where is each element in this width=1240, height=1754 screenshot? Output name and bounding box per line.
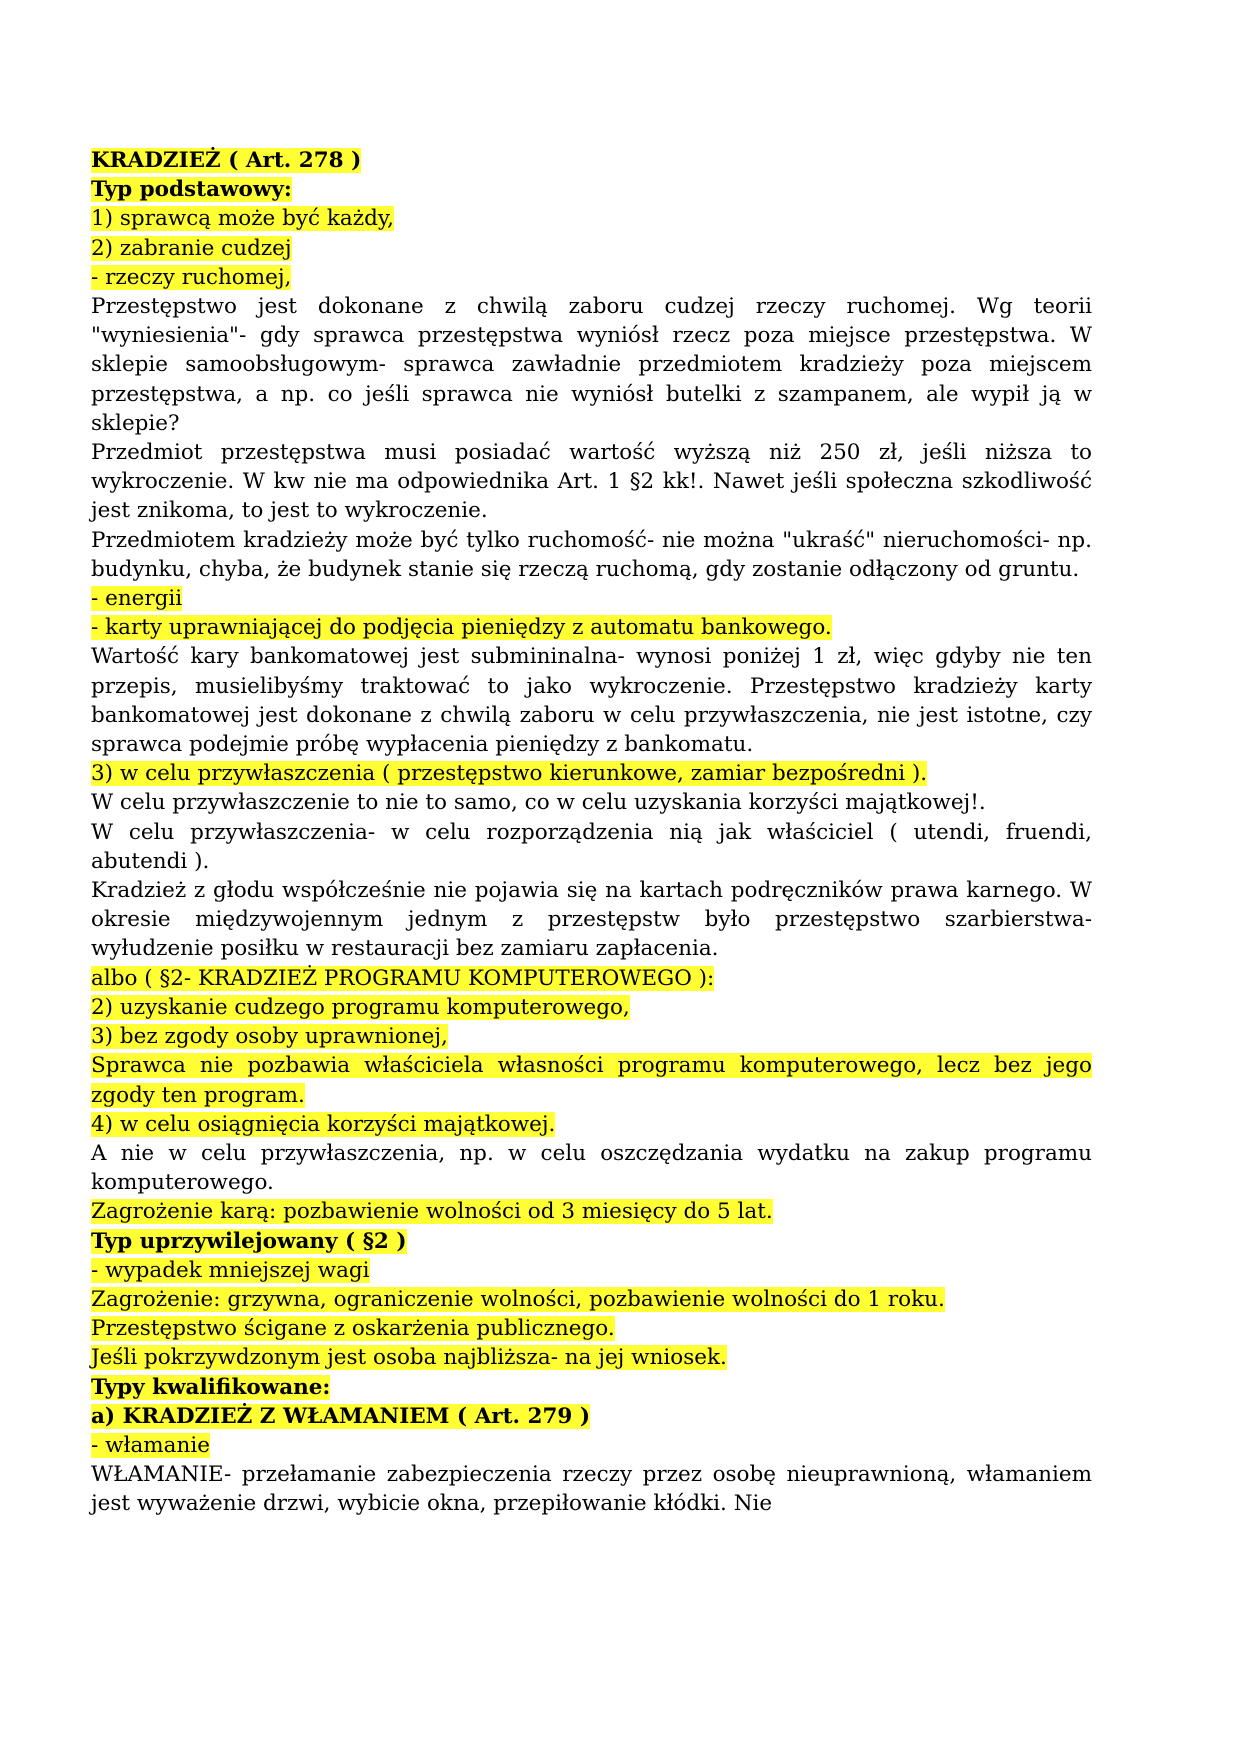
list-item: 3) w celu przywłaszczenia ( przestępstwo kierunkowe, zamiar bezpośredni ). [91,761,928,787]
list-item: 2) zabranie cudzej [91,235,292,261]
list-item: - rzeczy ruchomej, [91,264,292,290]
paragraph-ruchomosc: Przedmiotem kradzieży może być tylko ruchomość- nie można "ukraść" nieruchomości- np. budynku, chyba, że budynek stanie się rzeczą ruchomą, gdy zostanie odłączony od gruntu. [91,527,1092,582]
heading-typ-uprzywilejowany: Typ uprzywilejowany ( §2 ) [91,1228,407,1254]
paragraph-wartosc: Przedmiot przestępstwa musi posiadać wartość wyższą niż 250 zł, jeśli niższa to wykroczenie. W kw nie ma odpowiednika Art. 1 §2 kk!. Nawet jeśli społeczna szkodliwość jest znikoma, to jest to wykroczenie. [91,440,1092,524]
paragraph-oszczedzanie: A nie w celu przywłaszczenia, np. w celu oszczędzania wydatku na zakup programu komputerowego. [91,1140,1092,1196]
list-item: Zagrożenie: grzywna, ograniczenie wolności, pozbawienie wolności do 1 roku. [91,1286,945,1312]
heading-wlamanie: a) KRADZIEŻ Z WŁAMANIEM ( Art. 279 ) [91,1403,591,1429]
document-page [91,146,1092,1519]
list-item: 3) bez zgody osoby uprawnionej, [91,1024,448,1050]
paragraph-przywlaszczenie: W celu przywłaszczenia- w celu rozporządzenia nią jak właściciel ( utendi, fruendi, abutendi ). [91,819,1092,874]
penalty-line: Zagrożenie karą: pozbawienie wolności od 3 miesięcy do 5 lat. [91,1199,773,1225]
list-item: - włamanie [91,1432,210,1458]
paragraph-zabor: Przestępstwo jest dokonane z chwilą zaboru cudzej rzeczy ruchomej. Wg teorii "wyniesienia"- gdy sprawca przestępstwa wyniósł rzecz poza miejsce przestępstwa. W sklepie samoobsługowym- sprawca zawładnie przedmiotem kradzieży poza miejscem przestępstwa, a np. co jeśli sprawca nie wyniósł butelki z szampanem, ale wypił ją w sklepie? [91,294,1092,436]
list-item: Jeśli pokrzywdzonym jest osoba najbliższa- na jej wniosek. [91,1345,727,1371]
list-item: - wypadek mniejszej wagi [91,1257,370,1283]
paragraph-glod: Kradzież z głodu współcześnie nie pojawia się na kartach podręczników prawa karnego. W okresie międzywojennym jednym z przestępstw było przestępstwo szarbierstwa- wyłudzenie posiłku w restauracji bez zamiaru zapłacenia. [91,878,1092,962]
list-item: 2) uzyskanie cudzego programu komputerowego, [91,994,630,1020]
list-item: - karty uprawniającej do podjęcia pieniędzy z automatu bankowego. [91,615,832,641]
paragraph-wlamanie: WŁAMANIE- przełamanie zabezpieczenia rzeczy przez osobę nieuprawnioną, włamaniem jest wyważenie drzwi, wybicie okna, przepiłowanie kłódki. Nie [91,1462,1092,1517]
heading-typy-kwalifikowane: Typy kwalifikowane: [91,1374,331,1400]
heading-kradziez: KRADZIEŻ ( Art. 278 ) [91,148,362,173]
list-item: 1) sprawcą może być każdy, [91,206,394,232]
list-item: albo ( §2- KRADZIEŻ PROGRAMU KOMPUTEROWEGO ): [91,965,715,991]
list-item: 4) w celu osiągnięcia korzyści majątkowej. [91,1111,556,1137]
paragraph-line: W celu przywłaszczenie to nie to samo, co w celu uzyskania korzyści majątkowej!. [91,790,986,816]
list-item: - energii [91,586,183,612]
paragraph-karta: Wartość kary bankomatowej jest submininalna- wynosi poniżej 1 zł, więc gdyby nie ten przepis, musielibyśmy traktować to jako wykroczenie. Przestępstwo kradzieży karty bankomatowej jest dokonane z chwilą zaboru w celu przywłaszczenia, nie jest istotne, czy sprawca podejmie próbę wypłacenia pieniędzy z bankomatu. [91,644,1092,758]
paragraph-program: Sprawca nie pozbawia właściciela własności programu komputerowego, lecz bez jego zgody ten program. [91,1053,1092,1108]
heading-typ-podstawowy: Typ podstawowy: [91,177,292,203]
list-item: Przestępstwo ścigane z oskarżenia publicznego. [91,1316,615,1342]
